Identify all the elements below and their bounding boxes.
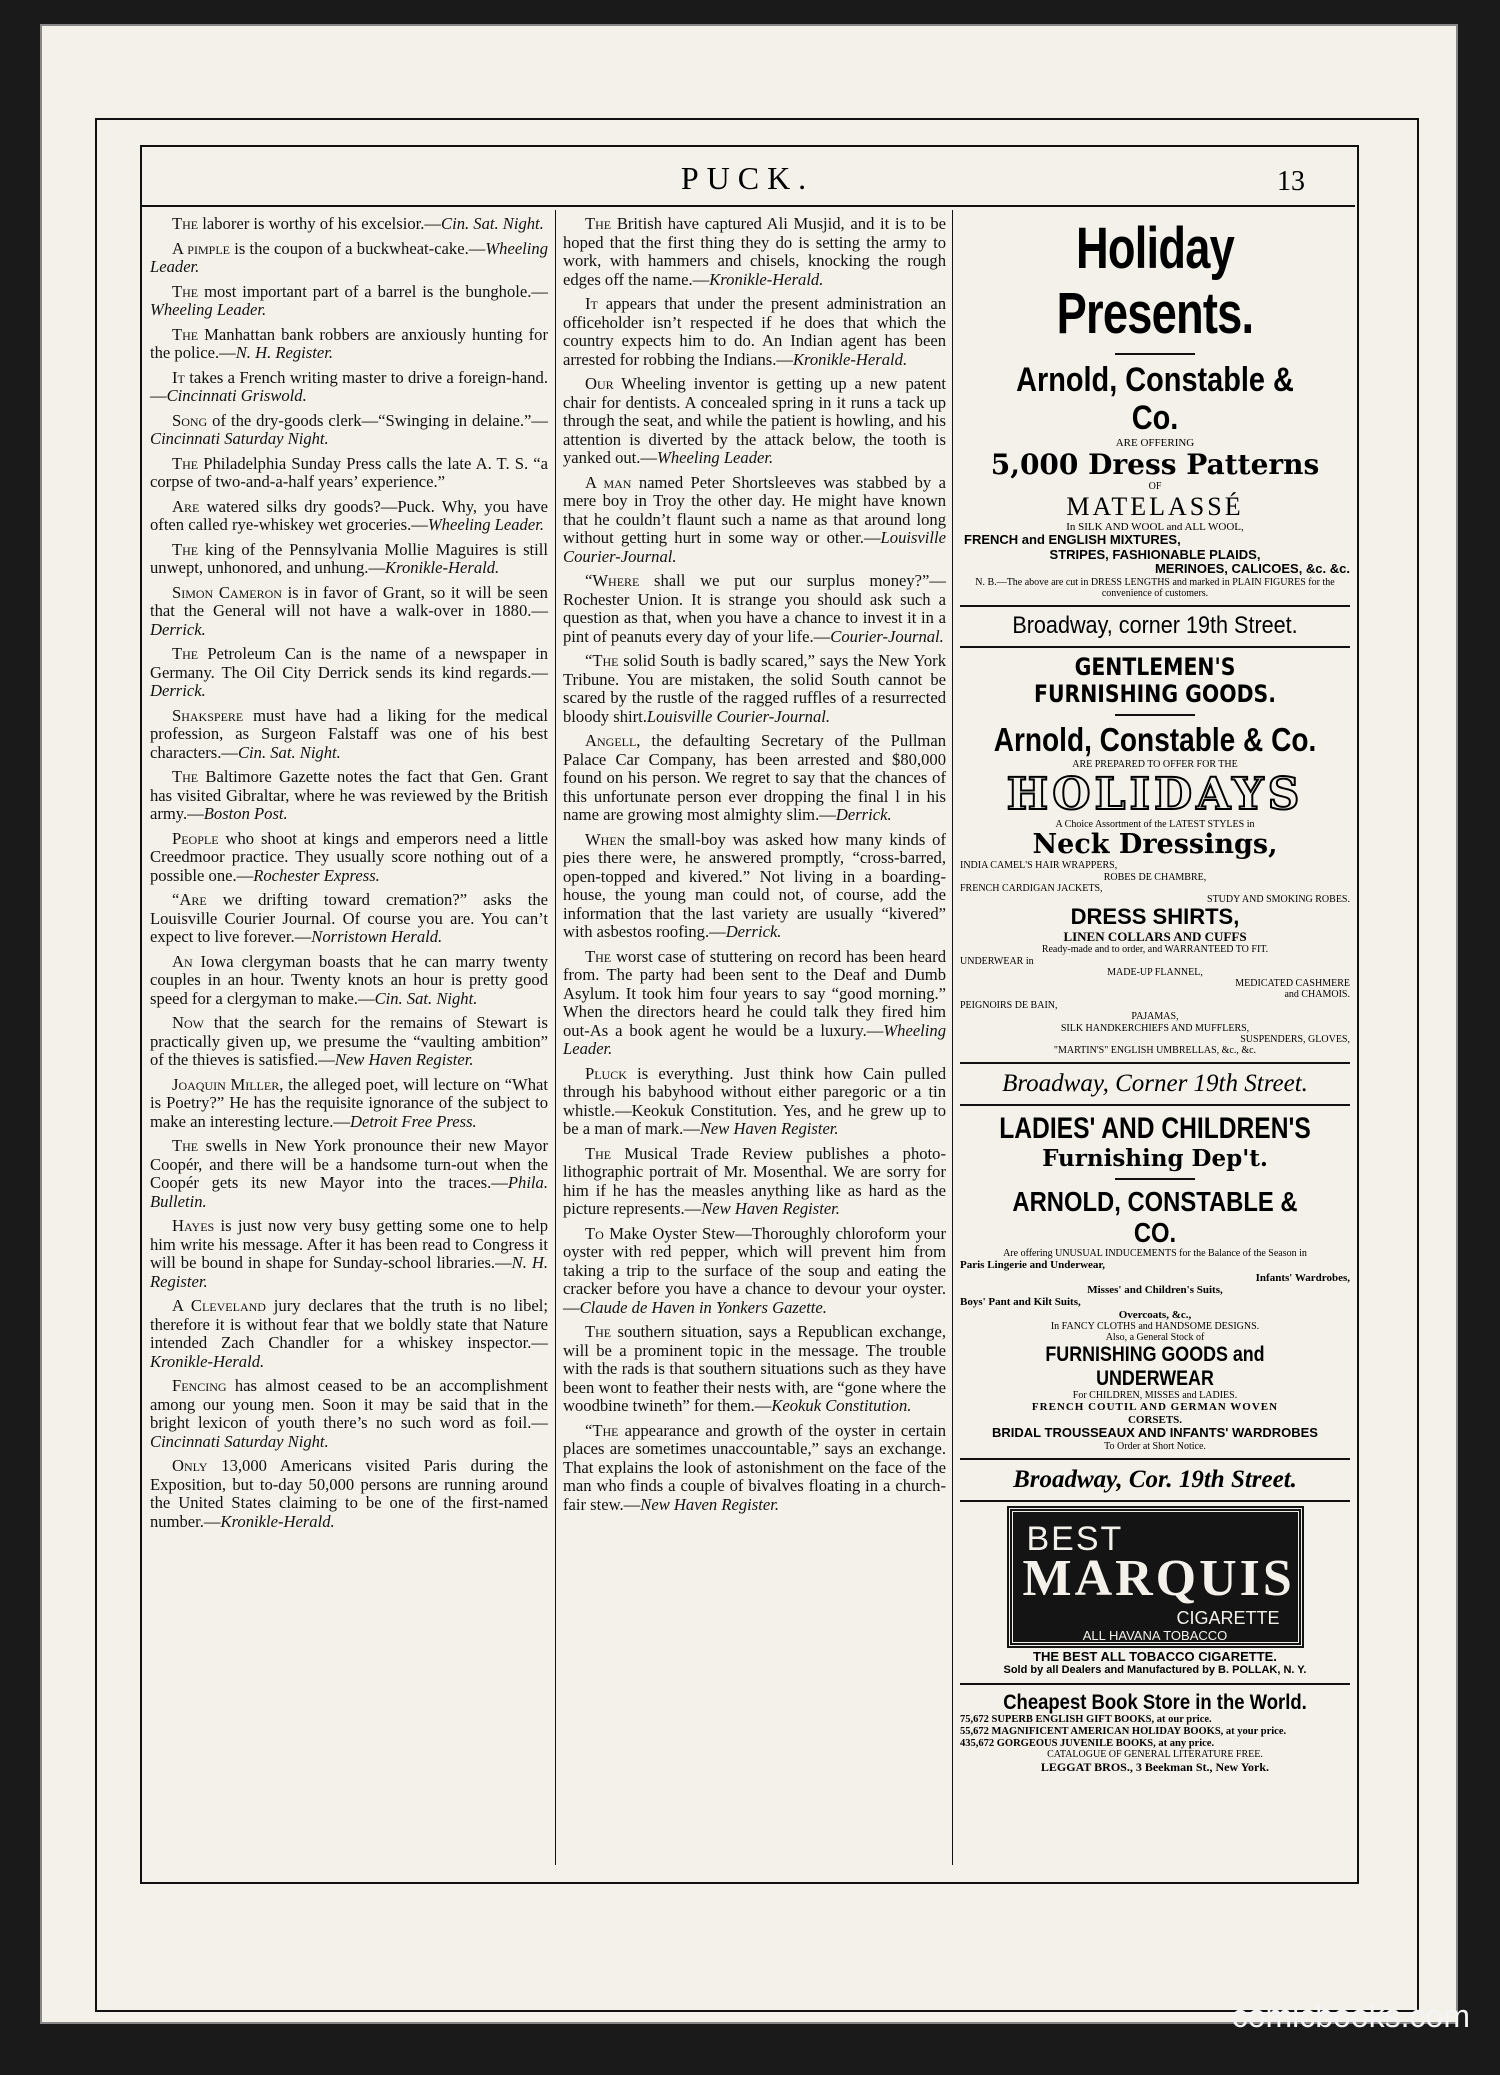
- ad-line: CORSETS.: [1127, 1413, 1183, 1426]
- paragraph-source: Derrick.: [150, 619, 206, 639]
- divider: [1115, 714, 1195, 716]
- ad-line: SILK HANDKERCHIEFS AND MUFFLERS,: [1060, 1022, 1250, 1034]
- paragraph-source: Detroit Free Press.: [349, 1111, 477, 1131]
- holiday-presents-heading: Holiday Presents.: [1056, 216, 1254, 346]
- paragraph-source: Cin. Sat. Night.: [441, 214, 544, 233]
- paragraph: [563, 474, 946, 567]
- page-number: 13: [1277, 166, 1305, 197]
- paragraph: [563, 572, 946, 646]
- logo-text: BEST: [1026, 1519, 1124, 1558]
- paragraph: [563, 375, 946, 468]
- ad-line: LINEN COLLARS AND CUFFS: [1063, 928, 1247, 944]
- paragraph-source: Kronikle-Herald.: [792, 349, 908, 369]
- paragraph-lead: “Where: [585, 571, 640, 590]
- ad-line: FRENCH CARDIGAN JACKETS,: [960, 882, 1103, 894]
- text-column-2: [563, 215, 946, 1520]
- ad-line: A Choice Assortment of the LATEST STYLES in: [1055, 819, 1255, 831]
- paragraph-source: New Haven Register.: [701, 1199, 840, 1218]
- divider: [960, 1062, 1350, 1064]
- ad-line: STRIPES, FASHIONABLE PLAIDS,: [1049, 546, 1261, 562]
- ad-line: To Order at Short Notice.: [1104, 1440, 1206, 1452]
- paragraph-lead: The: [172, 539, 199, 559]
- ad-line: 55,672 MAGNIFICENT AMERICAN HOLIDAY BOOKS, at your price.: [960, 1725, 1287, 1737]
- paragraph-text: has almost ceased to be an accomplishment among our young men. Soon it may be said that in the bright lexicon of youth there’s no such word as foil.—: [150, 1376, 548, 1432]
- watermark: comicbooks.com: [1231, 1998, 1470, 2034]
- paragraph: [563, 948, 946, 1059]
- paragraph: [150, 498, 548, 535]
- holidays-heading: HOLIDAYS: [1006, 768, 1304, 820]
- firm-name: ARNOLD, CONSTABLE & CO.: [1012, 1185, 1298, 1248]
- paragraph: [150, 1217, 548, 1291]
- paragraph: [563, 1065, 946, 1139]
- paragraph-source: Cin. Sat. Night.: [237, 742, 341, 762]
- ad-line: FRENCH and ENGLISH MIXTURES,: [964, 532, 1181, 548]
- paragraph-source: Wheeling Leader.: [427, 515, 544, 534]
- column-divider: [952, 210, 953, 1865]
- paragraph-source: Kronikle-Herald.: [709, 269, 824, 289]
- paragraph-source: Rochester Express.: [253, 865, 380, 885]
- ad-line: and CHAMOIS.: [1284, 989, 1350, 1001]
- paragraph: [150, 953, 548, 1009]
- paragraph: [150, 455, 548, 492]
- paragraph-text: of the dry-goods clerk—“Swinging in delaine.”—: [207, 410, 548, 430]
- address-line: Broadway, Corner 19th Street.: [1002, 1070, 1308, 1098]
- paragraph-lead: The: [172, 324, 199, 344]
- paragraph-lead: The: [172, 644, 199, 663]
- paragraph-lead: “The: [585, 1420, 619, 1440]
- paragraph: [150, 645, 548, 701]
- ad-line: Overcoats, &c.,: [1118, 1308, 1192, 1321]
- ad-line: MADE-UP FLANNEL,: [1107, 966, 1203, 978]
- section-heading: FURNISHING GOODS.: [1034, 679, 1276, 708]
- ad-line: STUDY AND SMOKING ROBES.: [1207, 894, 1350, 905]
- paragraph-text: Musical Trade Review publishes a photo-lithographic portrait of Mr. Mosenthal. We are sorry for him if he has the measles anything like as hard as the picture represents.—: [563, 1143, 946, 1218]
- divider: [960, 1458, 1350, 1460]
- paragraph-text: shall we put our surplus money?”—Rochester Union. It is strange you should ask such a question as that, when you have a chance to invest it in a pint of peanuts every day of your life.—: [563, 571, 946, 646]
- paragraph-source: Cincinnati Griswold.: [166, 386, 307, 405]
- paragraph-source: Louisville Courier-Journal.: [646, 706, 831, 726]
- paragraph-text: takes a French writing master to drive a foreign-hand.—: [150, 367, 548, 405]
- firm-name: Arnold, Constable & Co.: [1016, 360, 1294, 437]
- ad-line: UNDERWEAR in: [960, 955, 1034, 967]
- divider: [960, 1500, 1350, 1502]
- ad-line: BRIDAL TROUSSEAUX AND INFANTS' WARDROBES: [992, 1425, 1318, 1441]
- paragraph-source: Boston Post.: [203, 804, 288, 823]
- paragraph-source: New Haven Register.: [699, 1119, 839, 1138]
- paragraph: [563, 1323, 946, 1416]
- paragraph-lead: Song: [172, 410, 208, 430]
- paragraph-text: Wheeling inventor is getting up a new patent chair for dentists. A concealed spring in it runs a tack up through the seat, and while the patient is howling, and his attention is diverted by the attack below, the tooth is yanked out.—: [563, 374, 946, 467]
- address-line: Broadway, Cor. 19th Street.: [1013, 1465, 1297, 1493]
- paragraph: [563, 732, 946, 825]
- paragraph-source: Norristown Herald.: [311, 927, 443, 946]
- section-heading: LADIES' AND CHILDREN'S: [999, 1112, 1311, 1146]
- paragraph-source: Wheeling Leader.: [150, 238, 548, 276]
- divider: [960, 646, 1350, 648]
- ad-line: LEGGAT BROS., 3 Beekman St., New York.: [1040, 1759, 1270, 1774]
- paragraph-source: New Haven Register.: [334, 1050, 474, 1069]
- ad-line: ARE OFFERING: [1115, 437, 1195, 450]
- paragraph-lead: The: [585, 1143, 612, 1163]
- paragraph: [150, 830, 548, 886]
- paragraph: [150, 1014, 548, 1070]
- paragraph-source: Louisville Courier-Journal.: [563, 528, 946, 566]
- paragraph-text: Manhattan bank robbers are anxiously hunting for the police.—: [150, 324, 548, 362]
- paragraph-lead: Are: [172, 496, 200, 516]
- paragraph-text: 13,000 Americans visited Paris during the Exposition, but to-day 50,000 persons are running around the United States claiming to be one of the first-named number.—: [150, 1456, 548, 1531]
- divider: [960, 605, 1350, 607]
- section-heading: FURNISHING GOODS and UNDERWEAR: [1045, 1343, 1265, 1390]
- paragraph-text: that the search for the remains of Stewart is practically given up, we presume the “vaulting ambition” of the thieves is satisfied.—: [150, 1013, 548, 1069]
- ad-line: SUSPENDERS, GLOVES,: [1240, 1033, 1350, 1045]
- paragraph-lead: Only: [172, 1456, 208, 1475]
- section-heading: Furnishing Dep't.: [1042, 1144, 1268, 1172]
- paragraph-source: N. H. Register.: [150, 1253, 548, 1291]
- paragraph: [150, 215, 548, 234]
- paragraph-lead: Angell,: [585, 731, 641, 750]
- paragraph: [150, 326, 548, 363]
- paragraph-lead: Simon Cameron: [172, 582, 282, 602]
- paragraph-lead: Now: [172, 1013, 204, 1032]
- paragraph-text: appearance and growth of the oyster in certain places are sometimes unaccountable,” says an exchange. That explains the look of astonishment on the face of the man who finds a couple of bivalves floating in a church-fair stew.—: [563, 1420, 946, 1514]
- paragraph-lead: To: [585, 1223, 604, 1243]
- paragraph-text: most important part of a barrel is the bunghole.—: [198, 281, 548, 301]
- paragraph: [150, 707, 548, 763]
- paragraph: [563, 1145, 946, 1219]
- ad-line: Ready-made and to order, and WARRANTEED TO FIT.: [1041, 944, 1269, 956]
- paragraph-source: Derrick.: [835, 805, 892, 824]
- paragraph-lead: The: [585, 1322, 612, 1341]
- paragraph-lead: People: [172, 828, 219, 848]
- paragraph-lead: “Are: [172, 890, 207, 909]
- column-divider: [555, 210, 556, 1865]
- paragraph-source: Wheeling Leader.: [657, 448, 774, 467]
- paragraph-text: appears that under the present administration an officeholder isn’t respected if he does that which the country expects him to do. An Indian agent has been arrested for robbing the Indians.—: [563, 294, 946, 369]
- ad-line: In SILK AND WOOL and ALL WOOL,: [1066, 521, 1244, 534]
- matelasse-heading: MATELASSÉ: [1066, 491, 1244, 521]
- ad-line: MEDICATED CASHMERE: [1235, 977, 1350, 989]
- ad-line: 435,672 GORGEOUS JUVENILE BOOKS, at any price.: [960, 1737, 1215, 1749]
- paragraph-lead: “The: [585, 651, 619, 670]
- ad-line: ROBES DE CHAMBRE,: [1103, 871, 1207, 883]
- paragraph-lead: Joaquin Miller,: [172, 1074, 284, 1094]
- paragraph-source: Kronikle-Herald.: [150, 1351, 265, 1371]
- paragraph-lead: It: [585, 294, 598, 313]
- paragraph-source: Wheeling Leader.: [563, 1020, 946, 1058]
- ad-note: N. B.—The above are cut in DRESS LENGTHS and marked in PLAIN FIGURES for the convenience of customers.: [975, 576, 1335, 599]
- paragraph-text: southern situation, says a Republican exchange, will be a prominent topic in the message. The trouble with the rads is that southern situations such as they have been wont to feather their nests with, are “gone where the woodbine twineth” for them.—: [563, 1322, 946, 1415]
- paragraph-text: jury declares that the truth is no libel; therefore it is without fear that we boldly state that Nature intended Zach Chandler for a whiskey inspector.—: [150, 1296, 548, 1352]
- paragraph-text: is the coupon of a buckwheat-cake.—: [229, 238, 486, 258]
- divider: [1115, 353, 1195, 355]
- paragraph-text: Iowa clergyman boasts that he can marry twenty couples in an hour. Twenty knots an hour is pretty good speed for a clergyman to make.—: [150, 951, 548, 1008]
- paragraph-lead: The: [172, 767, 199, 786]
- paragraph-text: the alleged poet, will lecture on “What is Poetry?” He has the requisite ignorance of the subject to make an interesting lecture.—: [150, 1074, 548, 1131]
- text-column-1: [150, 215, 548, 1537]
- paragraph-lead: The: [172, 1136, 199, 1155]
- paragraph: [563, 652, 946, 726]
- ad-line: For CHILDREN, MISSES and LADIES.: [1072, 1390, 1238, 1402]
- divider: [1115, 1178, 1195, 1180]
- advertisement-column: [960, 215, 1350, 1774]
- paragraph-text: Petroleum Can is the name of a newspaper in Germany. The Oil City Derrick sends its kind regards.—: [150, 644, 548, 682]
- paragraph-text: British have captured Ali Musjid, and it is to be hoped that the first thing they do is setting the army to work, with hammers and chisels, knocking the rough edges off the name.—: [563, 214, 946, 289]
- paragraph-source: Derrick.: [725, 922, 782, 941]
- paragraph-lead: Shakspere: [172, 705, 244, 725]
- paragraph: [150, 1297, 548, 1371]
- ad-line: THE BEST ALL TOBACCO CIGARETTE.: [1033, 1648, 1277, 1664]
- ad-line: Infants' Wardrobes,: [1255, 1271, 1350, 1284]
- paragraph: [150, 1457, 548, 1531]
- paragraph-source: Phila. Bulletin.: [150, 1173, 548, 1211]
- paragraph: [150, 891, 548, 947]
- ad-line: OF: [1148, 480, 1162, 492]
- paragraph-text: must have had a liking for the medical profession, as Surgeon Falstaff was one of his best characters.—: [150, 705, 548, 762]
- paragraph-source: Keokuk Constitution.: [771, 1396, 912, 1415]
- ad-line: PEIGNOIRS DE BAIN,: [960, 1000, 1058, 1012]
- paragraph-text: the defaulting Secretary of the Pullman Palace Car Company, has been arrested and $80,000 found on his person. We regret to say that the chances of this unfortunate person ever dropping the final l in his name are growing most almighty slim.—: [563, 731, 946, 824]
- paragraph-source: Derrick.: [150, 681, 206, 700]
- paragraph: [150, 1377, 548, 1451]
- dress-patterns-heading: 5,000 Dress Patterns: [990, 448, 1320, 482]
- paragraph: [150, 1076, 548, 1132]
- paragraph-lead: The: [172, 281, 199, 301]
- section-heading: DRESS SHIRTS,: [1070, 904, 1240, 930]
- ad-line: 75,672 SUPERB ENGLISH GIFT BOOKS, at our price.: [960, 1714, 1212, 1726]
- paragraph-lead: When: [585, 829, 626, 849]
- paragraph-source: Kronikle-Herald.: [220, 1511, 335, 1531]
- paragraph-text: Make Oyster Stew—Thoroughly chloroform your oyster with red pepper, which will prevent him from taking a trip to the surface of the soup and eating the cracker before you have a chance to devour your oyster.—: [563, 1223, 946, 1317]
- neck-dressings-heading: Neck Dressings,: [1032, 829, 1278, 861]
- paragraph-source: Kronikle-Herald.: [385, 558, 500, 577]
- paragraph-text: watered silks dry goods?—Puck. Why, you have often called rye-whiskey wet groceries.—: [150, 496, 548, 534]
- paragraph: [150, 541, 548, 578]
- paragraph: [563, 1225, 946, 1318]
- paragraph-text: solid South is badly scared,” says the New York Tribune. You are mistaken, the solid South cannot be scared by the rustle of the ragged ruffles of a resurrected bloody shirt.: [563, 651, 946, 726]
- ad-line: Misses' and Children's Suits,: [1087, 1283, 1223, 1296]
- paragraph-text: we drifting toward cremation?” asks the Louisville Courier Journal. Of course you are. You can’t expect to live forever.—: [150, 890, 548, 946]
- ad-line: ARE PREPARED TO OFFER FOR THE: [1072, 758, 1238, 770]
- ad-line: "MARTIN'S" ENGLISH UMBRELLAS, &c., &c.: [1053, 1045, 1257, 1057]
- section-heading: GENTLEMEN'S: [1074, 652, 1236, 681]
- paragraph-text: is in favor of Grant, so it will be seen that the General will not have a walk-over in 1880.—: [150, 582, 548, 620]
- section-heading: Cheapest Book Store in the World.: [1003, 1690, 1307, 1714]
- paragraph-source: N. H. Register.: [235, 343, 333, 362]
- page-header: [140, 160, 1355, 200]
- paragraph-text: king of the Pennsylvania Mollie Maguires is still unwept, unhonored, and unhung.—: [150, 539, 548, 577]
- paragraph-text: laborer is worthy of his excelsior.—: [198, 214, 442, 233]
- ad-line: CATALOGUE OF GENERAL LITERATURE FREE.: [1047, 1749, 1263, 1761]
- paragraph-lead: A pimple: [172, 238, 230, 258]
- paragraph-source: Claude de Haven in Yonkers Gazette.: [579, 1297, 827, 1317]
- paragraph-source: Cincinnati Saturday Night.: [150, 1431, 329, 1451]
- paragraph: [150, 283, 548, 320]
- ad-line: Are offering UNUSUAL INDUCEMENTS for the Balance of the Season in: [1003, 1248, 1307, 1260]
- paragraph: [150, 584, 548, 640]
- marquis-cigarette-logo: [1009, 1508, 1302, 1646]
- paragraph: [150, 369, 548, 406]
- paragraph-lead: The: [172, 453, 199, 473]
- ad-line: FRENCH COUTIL AND GERMAN WOVEN: [1031, 1401, 1279, 1414]
- divider: [960, 1104, 1350, 1106]
- paragraph: [150, 1137, 548, 1211]
- paragraph-lead: The: [585, 214, 612, 233]
- paragraph: [150, 412, 548, 449]
- paragraph: [150, 768, 548, 824]
- paragraph-text: Philadelphia Sunday Press calls the late A. T. S. “a corpse of two-and-a-half years’ experience.”: [150, 453, 548, 491]
- ad-line: INDIA CAMEL'S HAIR WRAPPERS,: [960, 860, 1118, 872]
- logo-text: MARQUIS: [1022, 1549, 1295, 1607]
- paragraph-lead: Pluck: [585, 1063, 627, 1083]
- paragraph-text: who shoot at kings and emperors need a little Creedmoor practice. They usually score nothing out of a possible one.—: [150, 828, 548, 885]
- paragraph-source: Cin. Sat. Night.: [374, 988, 478, 1008]
- paragraph-lead: The: [585, 946, 612, 966]
- firm-name: Arnold, Constable & Co.: [993, 720, 1317, 758]
- divider: [960, 1683, 1350, 1685]
- ad-line: Also, a General Stock of: [1105, 1332, 1205, 1344]
- paragraph: [150, 240, 548, 277]
- paragraph-text: is just now very busy getting some one to help him write his message. After it has been read to Congress it will be bound in shape for Sunday-school libraries.—: [150, 1216, 548, 1272]
- paragraph: [563, 1422, 946, 1515]
- logo-text: ALL HAVANA TOBACCO: [1082, 1628, 1228, 1644]
- address-line: Broadway, corner 19th Street.: [1012, 611, 1298, 639]
- paragraph-text: Baltimore Gazette notes the fact that Gen. Grant has visited Gibraltar, where he was reviewed by the British army.—: [150, 767, 548, 823]
- paragraph-lead: Hayes: [172, 1216, 215, 1235]
- logo-text: CIGARETTE: [1176, 1607, 1280, 1628]
- paragraph: [563, 215, 946, 289]
- ad-line: Boys' Pant and Kilt Suits,: [960, 1296, 1081, 1309]
- ad-line: In FANCY CLOTHS and HANDSOME DESIGNS.: [1050, 1320, 1260, 1332]
- paragraph-source: New Haven Register.: [640, 1494, 779, 1514]
- paragraph-text: is everything. Just think how Cain pulled through his babyhood without either paregoric or a tin whistle.—Keokuk Constitution. Yes, and he grew up to be a man of mark.—: [563, 1063, 946, 1138]
- paragraph-text: worst case of stuttering on record has been heard from. The party had been sent to the Deaf and Dumb Asylum. It took him four years to say “good morning.” When the directors heard he could talk they fired him out-As a book agent he would be a luxury.—: [563, 946, 946, 1040]
- paragraph-source: Wheeling Leader.: [150, 300, 267, 319]
- paragraph-lead: Our: [585, 374, 614, 393]
- paragraph-lead: A Cleveland: [172, 1296, 266, 1315]
- ad-line: Sold by all Dealers and Manufactured by B. POLLAK, N. Y.: [1003, 1664, 1307, 1677]
- paragraph-lead: Fencing: [172, 1376, 227, 1395]
- paragraph-lead: A man: [585, 472, 632, 492]
- paragraph-lead: An: [172, 951, 193, 971]
- paragraph-lead: It: [172, 367, 185, 387]
- paragraph-text: named Peter Shortsleeves was stabbed by a mere boy in Troy the other day. He might have known that he couldn’t flaunt such a name as that around long without getting hurt in some way or other.—: [563, 472, 946, 547]
- paragraph-source: Courier-Journal.: [830, 626, 944, 646]
- paragraph-lead: The: [172, 214, 199, 233]
- paragraph: [563, 831, 946, 942]
- paragraph: [563, 295, 946, 369]
- paragraph-text: swells in New York pronounce their new Mayor Coopér, and there will be a handsome turn-out when the Coopér gets its new Mayor into the traces.—: [150, 1136, 548, 1192]
- masthead-title: PUCK.: [680, 160, 815, 196]
- paragraph-text: the small-boy was asked how many kinds of pies there were, he answered promptly, “cross-barred, open-topped and kivered.” Not living in a boarding-house, the young man could not, of course, add the information that the last variety are usually “kivered” with asbestos roofing.—: [563, 829, 946, 941]
- ad-line: PAJAMAS,: [1131, 1011, 1179, 1023]
- ad-line: Paris Lingerie and Underwear,: [960, 1259, 1106, 1272]
- ad-line: MERINOES, CALICOES, &c. &c.: [1154, 561, 1350, 577]
- header-rule: [140, 205, 1355, 207]
- paragraph-source: Cincinnati Saturday Night.: [150, 429, 329, 448]
